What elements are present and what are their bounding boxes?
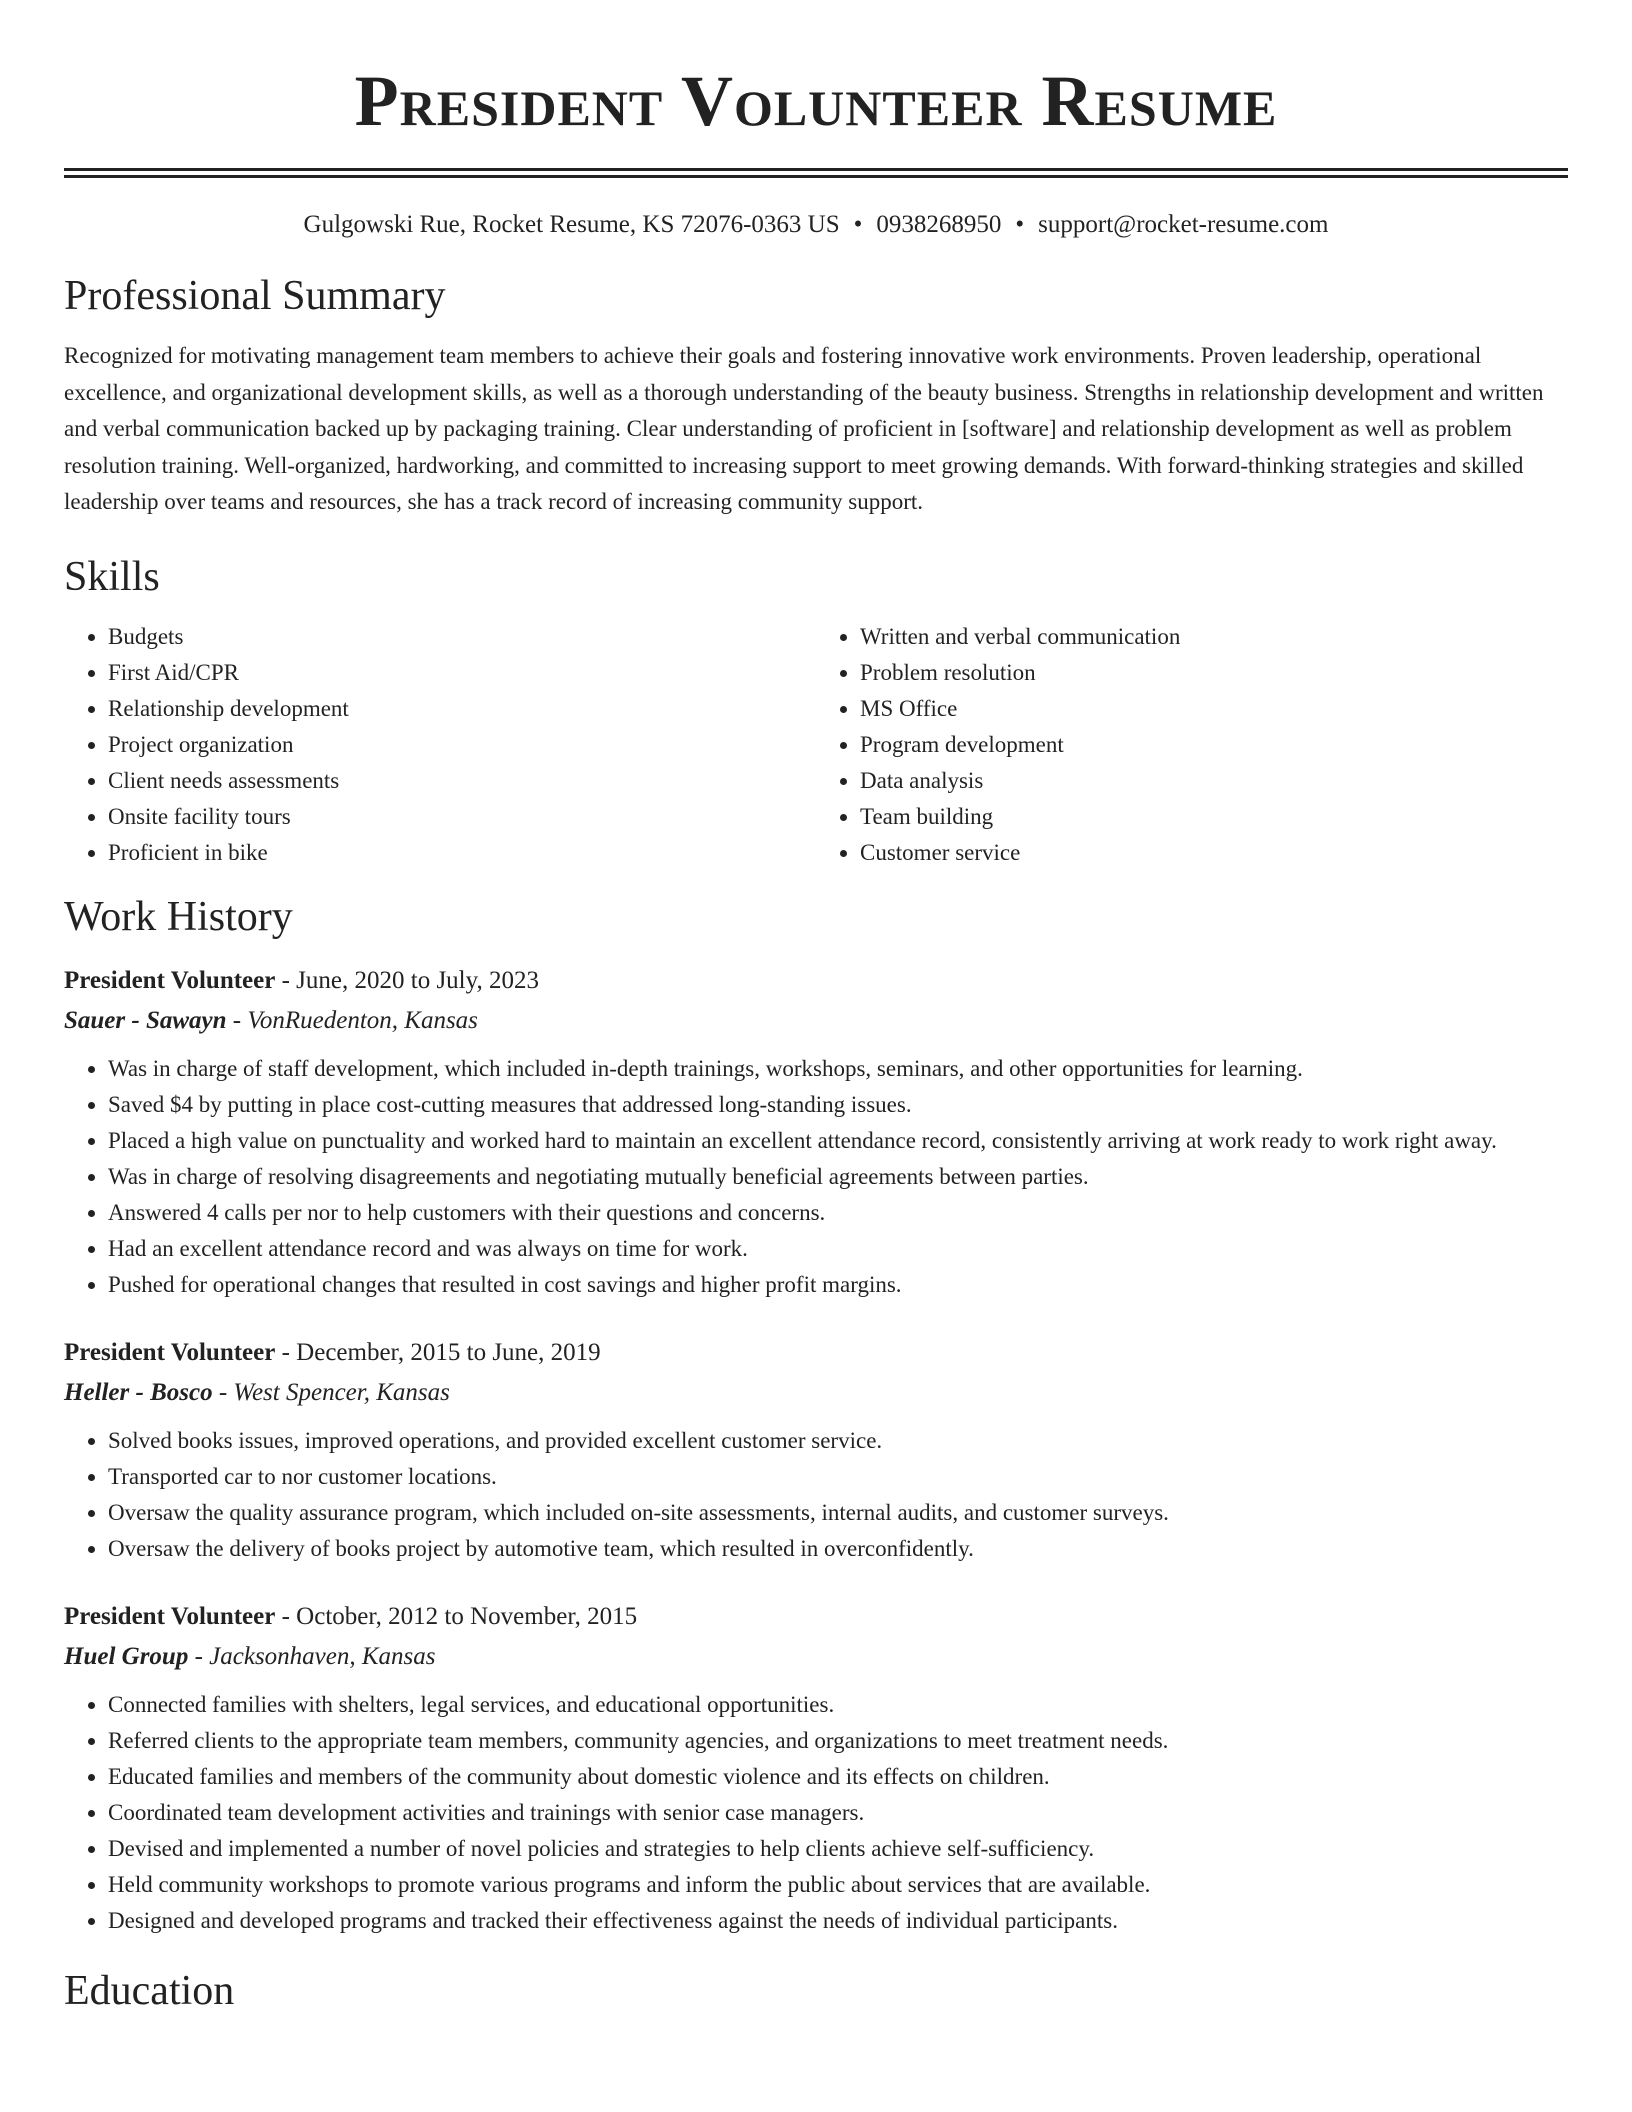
skill-item: • Onsite facility tours <box>108 799 816 835</box>
job-bullet: • Had an excellent attendance record and was always on time for work. <box>108 1231 1568 1267</box>
job-header <box>64 1333 1568 1373</box>
skills-list-right <box>816 619 1568 871</box>
skill-item: • Data analysis <box>860 763 1568 799</box>
skill-item: • Project organization <box>108 727 816 763</box>
job-bullet: • Answered 4 calls per nor to help customers with their questions and concerns. <box>108 1195 1568 1231</box>
job-entry <box>64 1333 1568 1567</box>
job-bullet: • Coordinated team development activities and trainings with senior case managers. <box>108 1795 1568 1831</box>
job-bullet: • Oversaw the quality assurance program, which included on-site assessments, internal audits, and customer surveys. <box>108 1495 1568 1531</box>
skill-item: • Proficient in bike <box>108 835 816 871</box>
job-role: President Volunteer <box>64 966 276 994</box>
work-history-section <box>64 891 1568 1939</box>
job-location: - Jacksonhaven, Kansas <box>188 1642 436 1670</box>
skill-item: • Relationship development <box>108 691 816 727</box>
job-bullet: • Solved books issues, improved operations, and provided excellent customer service. <box>108 1423 1568 1459</box>
contact-email: support@rocket-resume.com <box>1038 211 1329 238</box>
job-bullet: • Was in charge of staff development, which included in-depth trainings, workshops, seminars, and other opportunities for learning. <box>108 1051 1568 1087</box>
job-bullet: • Devised and implemented a number of novel policies and strategies to help clients achieve self-sufficiency. <box>108 1831 1568 1867</box>
skill-item: • First Aid/CPR <box>108 655 816 691</box>
job-entry <box>64 961 1568 1303</box>
skill-item: • Problem resolution <box>860 655 1568 691</box>
job-role: President Volunteer <box>64 1602 276 1630</box>
job-location: - West Spencer, Kansas <box>212 1378 450 1406</box>
job-entry <box>64 1597 1568 1939</box>
job-company-line <box>64 1637 1568 1677</box>
job-bullet: • Pushed for operational changes that resulted in cost savings and higher profit margins. <box>108 1267 1568 1303</box>
job-bullets <box>64 1423 1568 1567</box>
contact-address: Gulgowski Rue, Rocket Resume, KS 72076-0363 US <box>303 211 840 238</box>
job-bullet: • Placed a high value on punctuality and worked hard to maintain an excellent attendance record, consistently arriving at work ready to work right away. <box>108 1123 1568 1159</box>
job-bullet: • Designed and developed programs and tracked their effectiveness against the needs of individual participants. <box>108 1903 1568 1939</box>
job-location: - VonRuedenton, Kansas <box>226 1006 478 1034</box>
job-company: Huel Group <box>64 1642 189 1670</box>
job-company-line <box>64 1001 1568 1041</box>
skill-item: • MS Office <box>860 691 1568 727</box>
job-bullet: • Referred clients to the appropriate team members, community agencies, and organizations to meet treatment needs. <box>108 1723 1568 1759</box>
summary-heading: Professional Summary <box>64 273 446 319</box>
job-bullet: • Oversaw the delivery of books project by automotive team, which resulted in overconfidently. <box>108 1531 1568 1567</box>
job-bullet: • Held community workshops to promote various programs and inform the public about services that are available. <box>108 1867 1568 1903</box>
job-header <box>64 961 1568 1001</box>
title-divider <box>64 168 1568 178</box>
job-role: President Volunteer <box>64 1338 276 1366</box>
contact-phone: 0938268950 <box>876 211 1002 238</box>
job-header <box>64 1597 1568 1637</box>
job-bullet: • Educated families and members of the community about domestic violence and its effects on children. <box>108 1759 1568 1795</box>
job-dates: - December, 2015 to June, 2019 <box>275 1338 601 1366</box>
job-bullet: • Transported car to nor customer locations. <box>108 1459 1568 1495</box>
job-company: Heller - Bosco <box>64 1378 213 1406</box>
skill-item: • Program development <box>860 727 1568 763</box>
contact-separator: • <box>1015 211 1025 238</box>
skills-section <box>64 551 1568 871</box>
skill-item: • Client needs assessments <box>108 763 816 799</box>
contact-line <box>64 208 1568 242</box>
job-bullet: • Connected families with shelters, legal services, and educational opportunities. <box>108 1687 1568 1723</box>
education-heading: Education <box>64 1967 235 2014</box>
skill-item: • Budgets <box>108 619 816 655</box>
summary-section <box>64 270 1568 521</box>
job-dates: - June, 2020 to July, 2023 <box>275 966 539 994</box>
summary-text: Recognized for motivating management team members to achieve their goals and fostering innovative work environments. Proven leadership, operational excellence, and organizational development skills, as well as a thorough understanding of the beauty business. Strengths in relationship development and written and verbal communication backed up by packaging training. Clear understanding of proficient in [software] and relationship development as well as problem resolution training. Well-organized, hardworking, and committed to increasing support to meet growing demands. With forward-thinking strategies and skilled leadership over teams and resources, she has a track record of increasing community support. <box>64 343 1544 514</box>
skill-item: • Written and verbal communication <box>860 619 1568 655</box>
job-dates: - October, 2012 to November, 2015 <box>275 1602 638 1630</box>
education-section <box>64 1965 1568 2017</box>
contact-separator: • <box>853 211 863 238</box>
work-history-heading: Work History <box>64 893 293 940</box>
skills-heading: Skills <box>64 553 160 600</box>
skill-item: • Customer service <box>860 835 1568 871</box>
job-bullets <box>64 1687 1568 1939</box>
job-bullet: • Saved $4 by putting in place cost-cutting measures that addressed long-standing issues. <box>108 1087 1568 1123</box>
job-bullets <box>64 1051 1568 1303</box>
job-company-line <box>64 1373 1568 1413</box>
job-company: Sauer - Sawayn <box>64 1006 227 1034</box>
skills-list-left <box>64 619 816 871</box>
job-bullet: • Was in charge of resolving disagreements and negotiating mutually beneficial agreements between parties. <box>108 1159 1568 1195</box>
skills-columns <box>64 619 1568 871</box>
skill-item: • Team building <box>860 799 1568 835</box>
resume-title: President Volunteer Resume <box>354 61 1278 141</box>
